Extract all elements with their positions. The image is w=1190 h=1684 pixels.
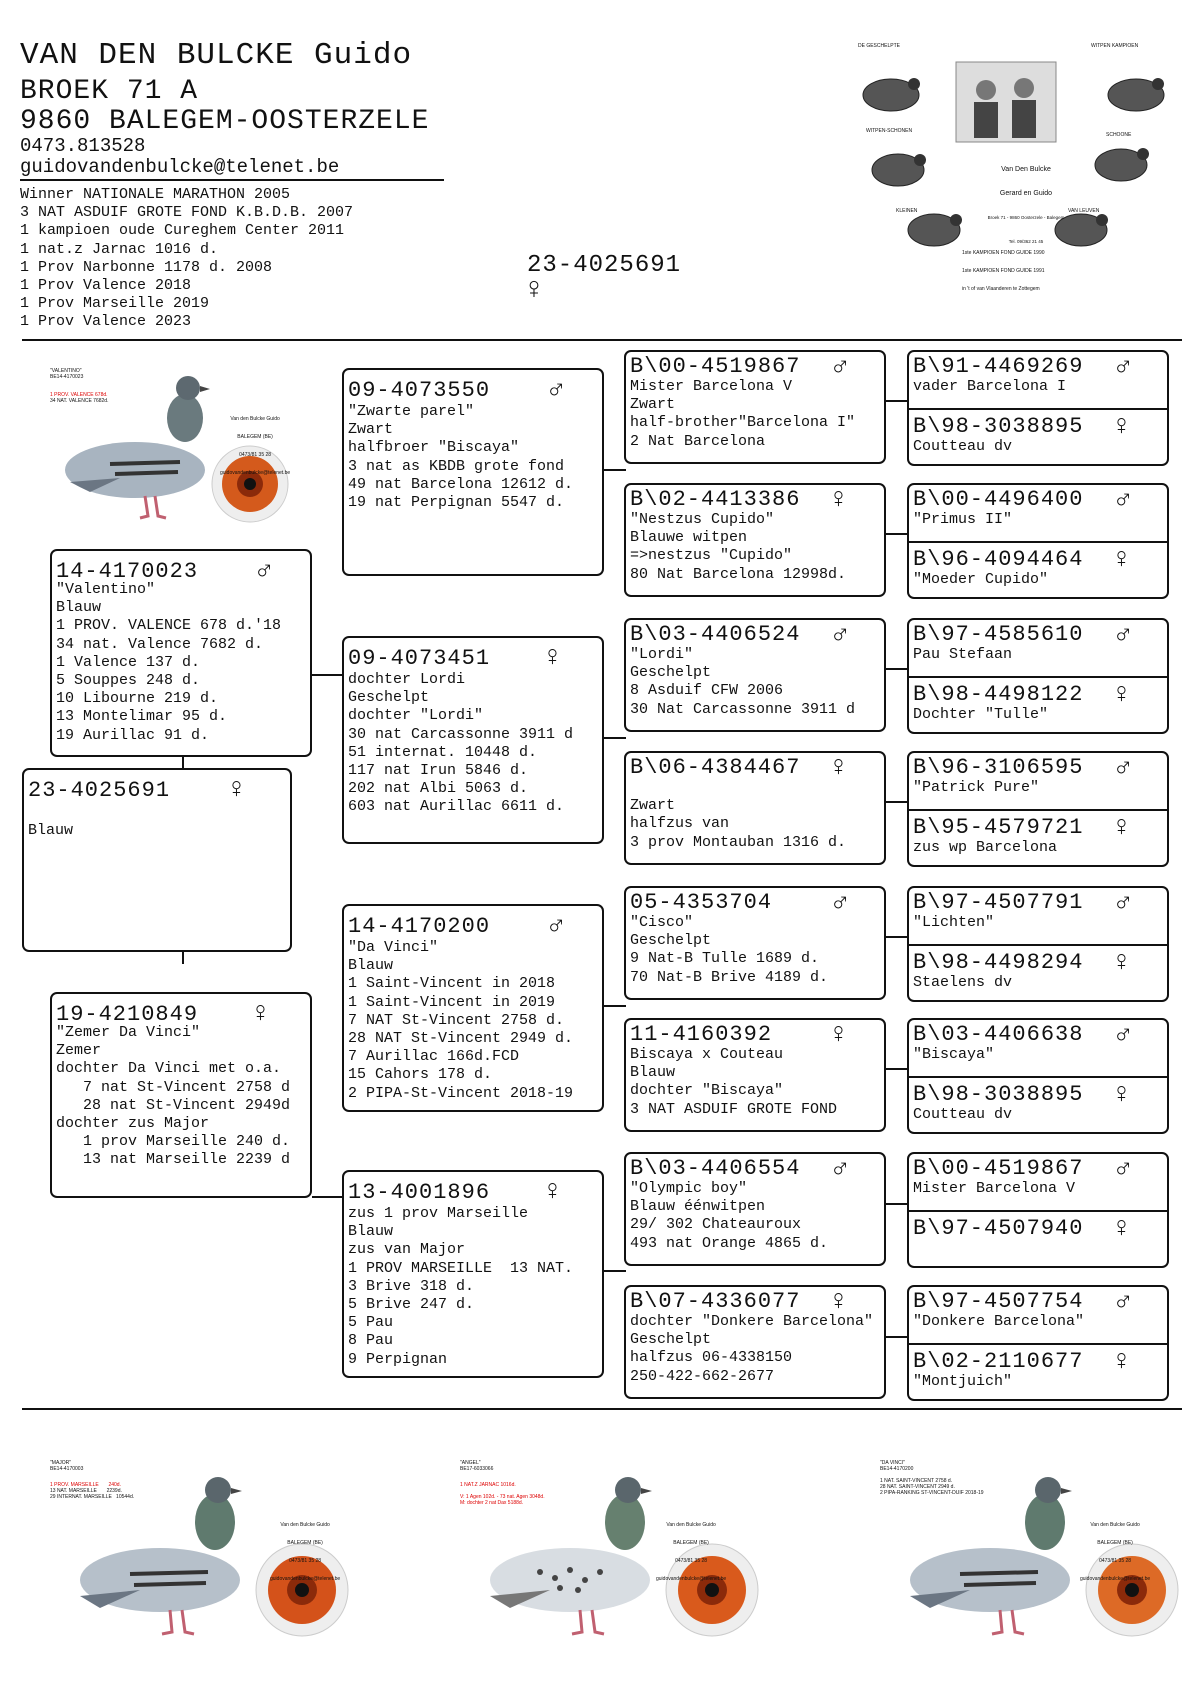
- pedigree-line: 30 nat Carcassonne 3911 d: [348, 725, 574, 743]
- pedigree-line: Geschelpt: [630, 932, 712, 950]
- granddam-card: [342, 636, 604, 844]
- photo-breeder: Van den Bulcke Guido: [1090, 1522, 1140, 1528]
- photo-ring: BE17-6033066: [460, 1466, 494, 1472]
- collage-caption: Tel. 09/362 21 45: [1008, 239, 1044, 244]
- photo-result: V: 1 Agen 102d. - 73 nat. Agen 3048d.: [460, 1494, 545, 1500]
- pedigree-line: vader Barcelona I: [913, 378, 1067, 395]
- pedigree-line: Geschelpt: [348, 689, 430, 707]
- connector: [182, 951, 184, 964]
- pedigree-line: zus 1 prov Marseille: [348, 1205, 529, 1222]
- sire-card: [50, 549, 312, 757]
- breeder-name: VAN DEN BULCKE Guido: [20, 38, 413, 73]
- pedigree-line: 1 Saint-Vincent in 2018: [348, 975, 556, 993]
- pedigree-line: 28 NAT St-Vincent 2949 d.: [348, 1030, 574, 1048]
- pedigree-line: Coutteau dv: [913, 1106, 1013, 1123]
- great-grandparent-card: [624, 751, 886, 865]
- pedigree-line: 117 nat Irun 5846 d.: [348, 762, 529, 780]
- photo-breeder: 0473/81 35 28: [289, 1558, 322, 1564]
- pair-divider: [909, 809, 1167, 811]
- pedigree-line: dochter Lordi: [348, 671, 466, 688]
- pedigree-line: 5 Souppes 248 d.: [56, 672, 201, 690]
- pedigree-line: "Valentino": [56, 581, 156, 598]
- family-collage-image: [836, 40, 1182, 292]
- male-icon: ♂: [832, 1154, 849, 1185]
- collage-label: VAN LEUVEN: [1068, 208, 1100, 214]
- pedigree-ring: B\00-4519867: [630, 354, 801, 379]
- pedigree-line: "Donkere Barcelona": [913, 1313, 1085, 1330]
- photo-result: 34 NAT. VALENCE 7682d.: [50, 398, 109, 404]
- ancestor-pair-card: [907, 1285, 1169, 1401]
- photo-result: 1 PROV. VALENCE 678d.: [50, 392, 108, 398]
- pedigree-line: 5 Brive 247 d.: [348, 1296, 475, 1314]
- female-icon: ♀: [1113, 948, 1130, 979]
- pedigree-ring: 14-4170200: [348, 914, 491, 939]
- ancestor-pair-card: [907, 1018, 1169, 1134]
- female-icon: ♀: [544, 1177, 561, 1208]
- pedigree-line: 34 nat. Valence 7682 d.: [56, 635, 264, 653]
- female-icon: ♀: [228, 775, 245, 806]
- photo-breeder: 0473/81 35 28: [675, 1558, 708, 1564]
- pedigree-ring: B\97-4507791: [913, 890, 1084, 915]
- ancestor-pair-card: [907, 483, 1169, 599]
- photo-result: 29 INTERNAT. MARSEILLE 10544d.: [50, 1494, 135, 1500]
- subject-color: Blauw: [28, 822, 74, 839]
- pedigree-line: 13 Montelimar 95 d.: [56, 708, 228, 726]
- pedigree-line: Zwart: [630, 396, 676, 414]
- subject-card: [22, 768, 292, 952]
- ancestor-pair-card: [907, 350, 1169, 466]
- pedigree-line: Blauw: [630, 1064, 676, 1082]
- photo-breeder: guidovandenbulcke@telenet.be: [656, 1576, 727, 1582]
- pedigree-line: Blauw: [348, 957, 394, 975]
- great-grandparent-card: [624, 1285, 886, 1399]
- photo-result: M: dochter 2 nat Dax 5188d.: [460, 1500, 524, 1506]
- achievement: 1 Prov Narbonne 1178 d. 2008: [20, 258, 273, 276]
- male-icon: ♂: [256, 556, 273, 587]
- female-icon: ♀: [830, 753, 847, 784]
- pedigree-ring: 19-4210849: [56, 1002, 199, 1027]
- achievement: 1 nat.z Jarnac 1016 d.: [20, 240, 219, 258]
- female-icon: ♀: [830, 1020, 847, 1051]
- divider-top: [22, 339, 1182, 341]
- pedigree-line: 2 PIPA-St-Vincent 2018-19: [348, 1084, 574, 1102]
- female-icon: ♀: [1113, 545, 1130, 576]
- collage-label: KLEINEN: [896, 208, 918, 214]
- pair-divider: [909, 1343, 1167, 1345]
- photo-breeder: 0473/81 35 28: [1099, 1558, 1132, 1564]
- photo-title: "ANGEL": [460, 1460, 481, 1466]
- ancestor-pair-card: [907, 1152, 1169, 1268]
- pedigree-line: Blauw: [56, 599, 102, 617]
- pedigree-line: Biscaya x Couteau: [630, 1046, 784, 1063]
- pedigree-line: 13 nat Marseille 2239 d: [56, 1151, 291, 1169]
- female-icon: ♀: [252, 999, 269, 1030]
- connector: [312, 674, 344, 676]
- photo-breeder: Van den Bulcke Guido: [666, 1522, 716, 1528]
- pedigree-line: Blauw éénwitpen: [630, 1198, 766, 1216]
- achievements-list: [20, 186, 353, 332]
- pedigree-ring: B\00-4519867: [913, 1156, 1084, 1181]
- pedigree-ring: B\98-3038895: [913, 414, 1084, 439]
- pedigree-line: 250-422-662-2677: [630, 1367, 775, 1385]
- pedigree-ring: 09-4073451: [348, 646, 491, 671]
- male-icon: ♂: [1115, 352, 1132, 383]
- pedigree-line: halfzus 06-4338150: [630, 1349, 793, 1367]
- pedigree-line: 493 nat Orange 4865 d.: [630, 1234, 829, 1252]
- pedigree-line: 603 nat Aurillac 6611 d.: [348, 798, 565, 816]
- pedigree-ring: B\98-4498294: [913, 950, 1084, 975]
- pedigree-line: Blauw: [348, 1223, 394, 1241]
- collage-caption: Broek 71 - 9860 Oosterzele - Balegem: [987, 215, 1065, 220]
- pedigree-line: 19 Aurillac 91 d.: [56, 726, 210, 744]
- pedigree-line: half-brother"Barcelona I": [630, 414, 856, 432]
- male-icon: ♂: [832, 620, 849, 651]
- male-icon: ♂: [1115, 888, 1132, 919]
- achievement: 1 Prov Valence 2023: [20, 313, 192, 331]
- grandsire-card: [342, 368, 604, 576]
- male-icon: ♂: [832, 352, 849, 383]
- photo-breeder: 0473/81 35 28: [239, 452, 272, 458]
- pedigree-ring: B\02-4413386: [630, 487, 801, 512]
- pair-divider: [909, 541, 1167, 543]
- male-icon: ♂: [1115, 485, 1132, 516]
- pedigree-line: 7 Aurillac 166d.FCD: [348, 1048, 520, 1066]
- pedigree-line: 3 nat as KBDB grote fond: [348, 457, 565, 475]
- pedigree-ring: B\98-4498122: [913, 682, 1084, 707]
- photo-breeder: BALEGEM (BE): [673, 1540, 709, 1546]
- pedigree-line: Geschelpt: [630, 664, 712, 682]
- pedigree-line: "Montjuich": [913, 1373, 1013, 1390]
- valentino-photo: [50, 366, 290, 530]
- pair-divider: [909, 944, 1167, 946]
- connector: [602, 1270, 626, 1272]
- female-icon: ♀: [1113, 680, 1130, 711]
- pedigree-line: 51 internat. 10448 d.: [348, 743, 538, 761]
- pedigree-line: Dochter "Tulle": [913, 706, 1049, 723]
- pedigree-line: =>nestzus "Cupido": [630, 547, 793, 565]
- pedigree-line: "Patrick Pure": [913, 779, 1040, 796]
- pedigree-line: 3 prov Montauban 1316 d.: [630, 833, 847, 851]
- pedigree-line: Pau Stefaan: [913, 646, 1013, 663]
- pedigree-line: Mister Barcelona V: [630, 378, 793, 395]
- female-icon: ♀: [1113, 813, 1130, 844]
- pedigree-line: 1 prov Marseille 240 d.: [56, 1133, 291, 1151]
- connector: [885, 1068, 909, 1070]
- photo-breeder: guidovandenbulcke@telenet.be: [220, 470, 291, 476]
- collage-label: WITPEN KAMPIOEN: [1091, 43, 1139, 49]
- pedigree-line: zus wp Barcelona: [913, 839, 1058, 856]
- pedigree-line: Zemer: [56, 1042, 102, 1060]
- photo-breeder: Van den Bulcke Guido: [230, 416, 280, 422]
- pair-divider: [909, 408, 1167, 410]
- pedigree-line: 7 nat St-Vincent 2758 d: [56, 1078, 291, 1096]
- connector: [602, 469, 626, 471]
- pedigree-line: "Olympic boy": [630, 1180, 748, 1197]
- pair-divider: [909, 1210, 1167, 1212]
- pedigree-line: 9 Nat-B Tulle 1689 d.: [630, 950, 820, 968]
- connector: [602, 1005, 626, 1007]
- ancestor-pair-card: [907, 618, 1169, 734]
- davinci-photo: [880, 1460, 1180, 1650]
- pedigree-line: 10 Libourne 219 d.: [56, 690, 219, 708]
- collage-label: 1ste KAMPIOEN FOND GUIDE 1991: [962, 268, 1045, 274]
- female-icon: ♀: [544, 643, 561, 674]
- pedigree-ring: B\03-4406524: [630, 622, 801, 647]
- pedigree-ring: B\97-4585610: [913, 622, 1084, 647]
- pedigree-ring: B\96-4094464: [913, 547, 1084, 572]
- great-grandparent-card: [624, 1018, 886, 1132]
- pedigree-line: 29/ 302 Chateauroux: [630, 1216, 802, 1234]
- ancestor-pair-card: [907, 886, 1169, 1002]
- collage-caption: Gerard en Guido: [999, 190, 1053, 197]
- connector: [885, 533, 909, 535]
- male-icon: ♂: [548, 375, 565, 406]
- pedigree-line: Coutteau dv: [913, 438, 1013, 455]
- pedigree-ring: 11-4160392: [630, 1022, 773, 1047]
- pedigree-ring: B\97-4507940: [913, 1216, 1084, 1241]
- photo-breeder: BALEGEM (BE): [237, 434, 273, 440]
- pedigree-line: dochter "Donkere Barcelona": [630, 1313, 874, 1330]
- pedigree-line: "Zemer Da Vinci": [56, 1024, 201, 1041]
- male-icon: ♂: [548, 911, 565, 942]
- pedigree-line: "Primus II": [913, 511, 1013, 528]
- pedigree-line: 202 nat Albi 5063 d.: [348, 780, 529, 798]
- connector: [885, 936, 909, 938]
- collage-label: WITPEN-SCHONEN: [866, 128, 913, 134]
- pedigree-line: 9 Perpignan: [348, 1350, 448, 1368]
- photo-breeder: BALEGEM (BE): [287, 1540, 323, 1546]
- male-icon: ♂: [1115, 1154, 1132, 1185]
- achievement: 1 kampioen oude Cureghem Center 2011: [20, 222, 345, 240]
- pedigree-ring: B\03-4406554: [630, 1156, 801, 1181]
- photo-breeder: Van den Bulcke Guido: [280, 1522, 330, 1528]
- photo-result: 2 PIPA-RANKING ST-VINCENT-DUIF 2018-19: [880, 1490, 984, 1496]
- pedigree-line: Zwart: [630, 797, 676, 815]
- achievement: 3 NAT ASDUIF GROTE FOND K.B.D.B. 2007: [20, 204, 354, 222]
- pedigree-ring: 14-4170023: [56, 559, 199, 584]
- pedigree-ring: B\02-2110677: [913, 1349, 1084, 1374]
- collage-label: in 't of van Vlaanderen te Zottegem: [962, 286, 1040, 292]
- female-icon: ♀: [830, 1287, 847, 1318]
- angel-photo: [460, 1460, 760, 1650]
- pedigree-line: 30 Nat Carcassonne 3911 d: [630, 700, 856, 718]
- pedigree-ring: B\06-4384467: [630, 755, 801, 780]
- pedigree-line: "Nestzus Cupido": [630, 511, 775, 528]
- male-icon: ♂: [1115, 753, 1132, 784]
- pedigree-line: 1 Valence 137 d.: [56, 653, 201, 671]
- pedigree-line: dochter zus Major: [56, 1115, 210, 1133]
- photo-ring: BE14-4170003: [50, 1466, 84, 1472]
- pair-divider: [909, 1076, 1167, 1078]
- connector: [885, 1203, 909, 1205]
- connector: [885, 668, 909, 670]
- pedigree-line: 8 Asduif CFW 2006: [630, 682, 784, 700]
- female-icon: ♀: [1113, 1347, 1130, 1378]
- pedigree-line: Mister Barcelona V: [913, 1180, 1076, 1197]
- female-icon: ♀: [830, 485, 847, 516]
- pedigree-line: dochter Da Vinci met o.a.: [56, 1060, 282, 1078]
- pedigree-line: 8 Pau: [348, 1332, 394, 1350]
- pedigree-line: dochter "Lordi": [348, 707, 484, 725]
- breeder-email: guidovandenbulcke@telenet.be: [20, 156, 340, 178]
- subject-ring: 23-4025691: [28, 778, 171, 803]
- photo-ring: BE14-4170200: [880, 1466, 914, 1472]
- photo-result: 1 PROV. MARSEILLE 240d.: [50, 1482, 121, 1488]
- pedigree-line: halfbroer "Biscaya": [348, 439, 520, 457]
- photo-result: 13 NAT. MARSEILLE 2239d.: [50, 1488, 122, 1494]
- pedigree-ring: B\91-4469269: [913, 354, 1084, 379]
- pedigree-line: 3 Brive 318 d.: [348, 1277, 475, 1295]
- breeder-street: BROEK 71 A: [20, 76, 199, 107]
- photo-breeder: guidovandenbulcke@telenet.be: [1080, 1576, 1151, 1582]
- male-icon: ♂: [1115, 1287, 1132, 1318]
- male-icon: ♂: [1115, 620, 1132, 651]
- photo-title: "VALENTINO": [50, 368, 82, 374]
- pedigree-line: "Lordi": [630, 646, 694, 663]
- photo-breeder: guidovandenbulcke@telenet.be: [270, 1576, 341, 1582]
- male-icon: ♂: [1115, 1020, 1132, 1051]
- photo-breeder: BALEGEM (BE): [1097, 1540, 1133, 1546]
- connector: [602, 737, 626, 739]
- pedigree-line: Blauwe witpen: [630, 529, 748, 547]
- connector: [312, 1196, 344, 1198]
- ancestor-pair-card: [907, 751, 1169, 867]
- female-icon: ♀: [525, 274, 544, 308]
- pedigree-line: 5 Pau: [348, 1314, 394, 1332]
- pedigree-line: 15 Cahors 178 d.: [348, 1066, 493, 1084]
- pedigree-line: Geschelpt: [630, 1331, 712, 1349]
- collage-caption: Van Den Bulcke: [1001, 166, 1051, 173]
- collage-label: 1ste KAMPIOEN FOND GUIDE 1990: [962, 250, 1045, 256]
- pedigree-ring: 05-4353704: [630, 890, 773, 915]
- pedigree-line: 3 NAT ASDUIF GROTE FOND: [630, 1100, 838, 1118]
- pedigree-line: 70 Nat-B Brive 4189 d.: [630, 968, 829, 986]
- photo-result: 1 NAT.Z JARNAC 1016d.: [460, 1482, 516, 1488]
- great-grandparent-card: [624, 618, 886, 732]
- female-icon: ♀: [1113, 412, 1130, 443]
- pedigree-line: zus van Major: [348, 1241, 466, 1259]
- female-icon: ♀: [1113, 1080, 1130, 1111]
- granddam-card: [342, 1170, 604, 1378]
- female-icon: ♀: [1113, 1214, 1130, 1245]
- pedigree-line: halfzus van: [630, 815, 730, 833]
- great-grandparent-card: [624, 483, 886, 597]
- connector: [885, 1336, 909, 1338]
- great-grandparent-card: [624, 350, 886, 464]
- collage-label: SCHOONE: [1106, 132, 1132, 138]
- collage-label: DE GESCHELPTE: [858, 43, 900, 49]
- subject-ring-header: 23-4025691: [527, 252, 682, 279]
- photo-result: 1 NAT. SAINT-VINCENT 2758 d.: [880, 1478, 953, 1484]
- pedigree-line: Staelens dv: [913, 974, 1013, 991]
- pedigree-ring: 13-4001896: [348, 1180, 491, 1205]
- pedigree-line: 7 NAT St-Vincent 2758 d.: [348, 1011, 565, 1029]
- male-icon: ♂: [832, 888, 849, 919]
- pedigree-line: "Moeder Cupido": [913, 571, 1049, 588]
- photo-result: 28 NAT. SAINT-VINCENT 2949 d.: [880, 1484, 955, 1490]
- achievement: 1 Prov Valence 2018: [20, 277, 192, 295]
- pedigree-line: 49 nat Barcelona 12612 d.: [348, 475, 574, 493]
- pedigree-line: Zwart: [348, 421, 394, 439]
- achievement: Winner NATIONALE MARATHON 2005: [20, 186, 291, 203]
- pedigree-line: "Lichten": [913, 914, 995, 931]
- pedigree-ring: B\98-3038895: [913, 1082, 1084, 1107]
- grandsire-card: [342, 904, 604, 1112]
- achievement: 1 Prov Marseille 2019: [20, 295, 210, 313]
- connector: [885, 801, 909, 803]
- pedigree-line: 28 nat St-Vincent 2949d: [56, 1096, 291, 1114]
- pedigree-ring: B\95-4579721: [913, 815, 1084, 840]
- pedigree-line: "Zwarte parel": [348, 403, 475, 420]
- pedigree-ring: B\96-3106595: [913, 755, 1084, 780]
- photo-ring: BE14-4170023: [50, 374, 84, 380]
- photo-title: "MAJOR": [50, 1460, 72, 1466]
- great-grandparent-card: [624, 886, 886, 1000]
- pedigree-line: 1 PROV MARSEILLE 13 NAT.: [348, 1259, 574, 1277]
- pedigree-line: "Biscaya": [913, 1046, 995, 1063]
- pedigree-line: "Da Vinci": [348, 939, 439, 956]
- header-underline: [20, 179, 444, 181]
- photo-title: "DA VINCI": [880, 1460, 905, 1466]
- major-photo: [50, 1460, 350, 1650]
- breeder-city: 9860 BALEGEM-OOSTERZELE: [20, 106, 430, 137]
- great-grandparent-card: [624, 1152, 886, 1266]
- pedigree-line: 1 Saint-Vincent in 2019: [348, 993, 556, 1011]
- pedigree-line: "Cisco": [630, 914, 694, 931]
- pedigree-ring: B\07-4336077: [630, 1289, 801, 1314]
- pedigree-ring: 09-4073550: [348, 378, 491, 403]
- pedigree-line: 80 Nat Barcelona 12998d.: [630, 565, 847, 583]
- pedigree-ring: B\00-4496400: [913, 487, 1084, 512]
- pair-divider: [909, 676, 1167, 678]
- pedigree-ring: B\97-4507754: [913, 1289, 1084, 1314]
- pedigree-line: [630, 779, 846, 797]
- pedigree-ring: B\03-4406638: [913, 1022, 1084, 1047]
- connector: [885, 400, 909, 402]
- pedigree-line: dochter "Biscaya": [630, 1082, 784, 1100]
- pedigree-line: 19 nat Perpignan 5547 d.: [348, 494, 565, 512]
- pedigree-line: 1 PROV. VALENCE 678 d.'18: [56, 617, 282, 635]
- divider-bottom: [22, 1408, 1182, 1410]
- pedigree-line: 2 Nat Barcelona: [630, 432, 766, 450]
- dam-card: [50, 992, 312, 1198]
- breeder-phone: 0473.813528: [20, 135, 146, 157]
